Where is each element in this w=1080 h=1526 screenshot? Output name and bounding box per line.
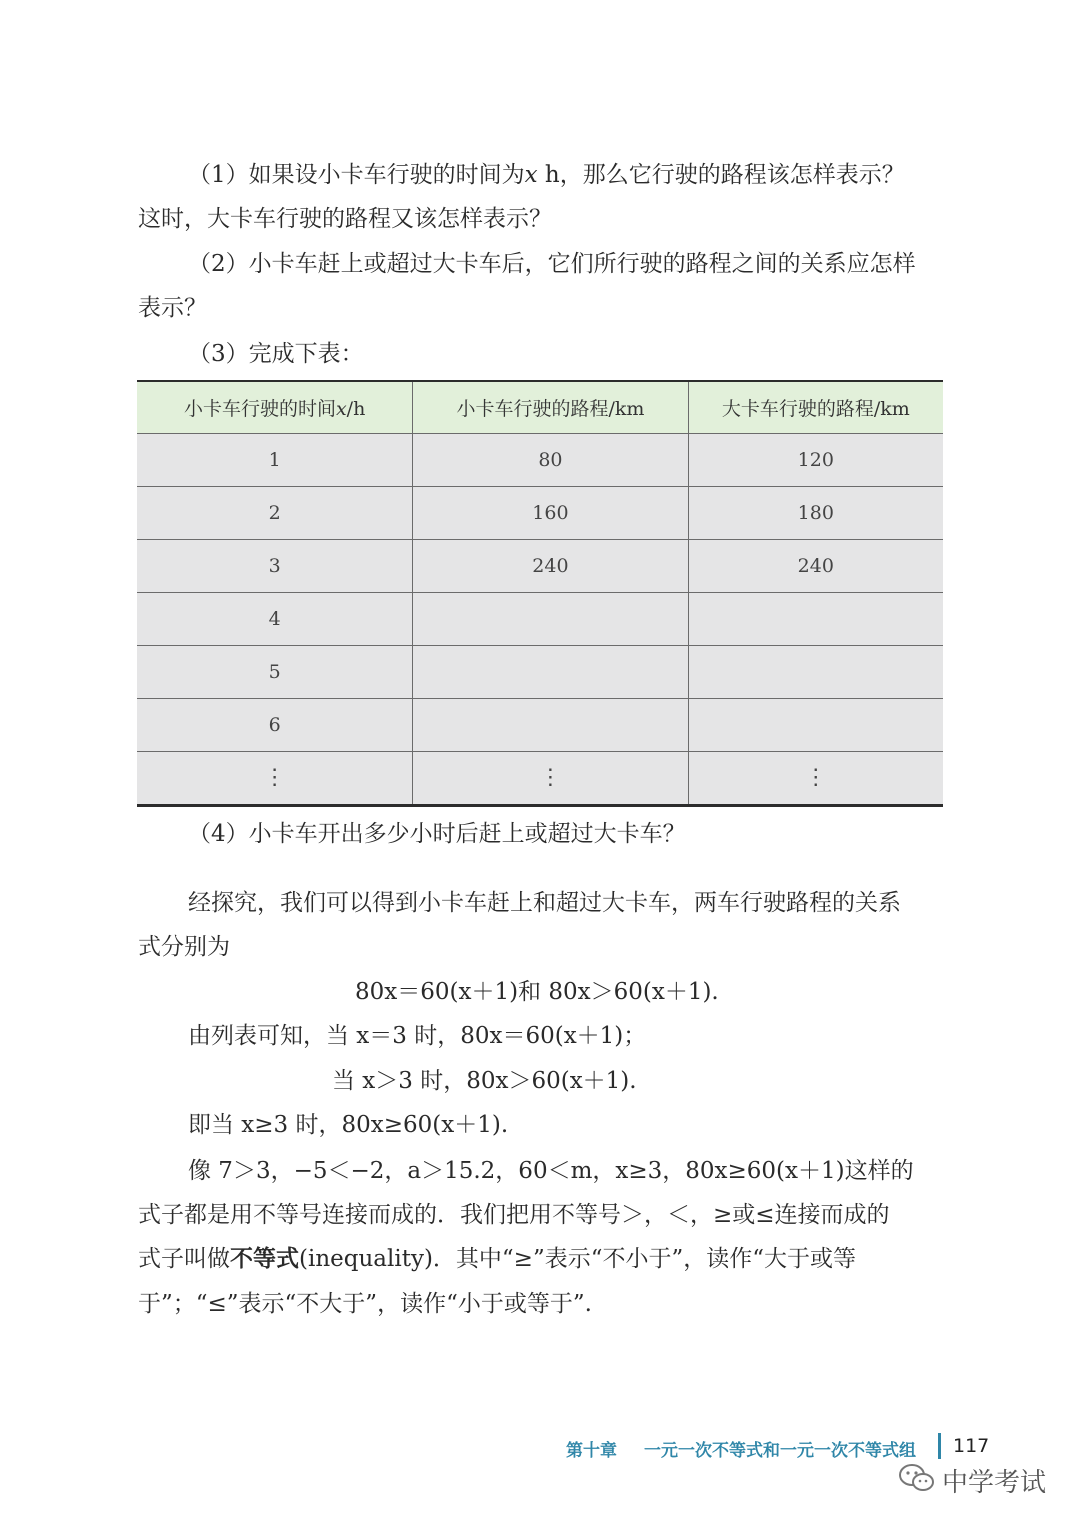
derivation-line-b: 当 x＞3 时，80x＞60(x＋1). bbox=[332, 1068, 637, 1094]
derivation-line-c: 即当 x≥3 时，80x≥60(x＋1). bbox=[188, 1112, 509, 1138]
table-cell bbox=[413, 699, 688, 752]
header-time: 小卡车行驶的时间x/h bbox=[137, 381, 413, 434]
table-cell bbox=[413, 646, 688, 699]
table-row bbox=[137, 540, 943, 593]
wechat-icon bbox=[898, 1462, 936, 1494]
question-4: （4）小卡车开出多少小时后赶上或超过大卡车？ bbox=[188, 821, 686, 847]
table-cell: 240 bbox=[688, 540, 943, 593]
paragraph-2-line-2: 式子都是用不等号连接而成的．我们把用不等号＞，＜，≥或≤连接而成的 bbox=[138, 1202, 890, 1228]
paragraph-2-line-3: 式子叫做不等式(inequality)．其中“≥”表示“不小于”，读作“大于或等 bbox=[138, 1246, 856, 1272]
page-number: 117 bbox=[953, 1435, 990, 1457]
header-large-truck-distance: 大卡车行驶的路程/km bbox=[688, 381, 943, 434]
derivation-line-a: 由列表可知，当 x＝3 时，80x＝60(x＋1)； bbox=[188, 1023, 647, 1049]
table-cell: 2 bbox=[137, 487, 413, 540]
table-cell: 4 bbox=[137, 593, 413, 646]
paragraph-1-line-2: 式分别为 bbox=[138, 934, 230, 960]
chapter-label: 第十章 bbox=[566, 1441, 617, 1461]
chapter-title: 一元一次不等式和一元一次不等式组 bbox=[644, 1441, 916, 1461]
footer-divider bbox=[938, 1433, 941, 1459]
table-cell: 180 bbox=[688, 487, 943, 540]
table-header-row bbox=[137, 381, 943, 434]
table-cell bbox=[413, 593, 688, 646]
table-cell bbox=[688, 593, 943, 646]
table-cell bbox=[688, 646, 943, 699]
table-cell: 240 bbox=[413, 540, 688, 593]
table-row bbox=[137, 699, 943, 752]
table-cell: 120 bbox=[688, 434, 943, 487]
table-row bbox=[137, 487, 943, 540]
table-row bbox=[137, 434, 943, 487]
paragraph-1-line-1: 经探究，我们可以得到小卡车赶上和超过大卡车，两车行驶路程的关系 bbox=[188, 890, 901, 916]
paragraph-2-line-1: 像 7＞3，−5＜−2，a＞15.2，60＜m，x≥3，80x≥60(x＋1)这样的 bbox=[188, 1158, 914, 1184]
question-1-line-2: 这时，大卡车行驶的路程又该怎样表示？ bbox=[138, 206, 552, 232]
table-cell: 3 bbox=[137, 540, 413, 593]
table-cell: 1 bbox=[137, 434, 413, 487]
question-1-line-1: （1）如果设小卡车行驶的时间为x h，那么它行驶的路程该怎样表示？ bbox=[188, 162, 905, 188]
paragraph-2-line-4: 于”；“≤”表示“不大于”，读作“小于或等于”. bbox=[138, 1291, 592, 1317]
table-cell: 5 bbox=[137, 646, 413, 699]
question-3: （3）完成下表： bbox=[188, 341, 364, 367]
table-cell: 160 bbox=[413, 487, 688, 540]
table-row-ellipsis bbox=[137, 752, 943, 806]
term-inequality: 不等式 bbox=[230, 1246, 299, 1272]
table-cell bbox=[688, 699, 943, 752]
header-small-truck-distance: 小卡车行驶的路程/km bbox=[413, 381, 688, 434]
question-2-line-1: （2）小卡车赶上或超过大卡车后，它们所行驶的路程之间的关系应怎样 bbox=[188, 251, 916, 277]
ellipsis-cell: ⋮ bbox=[137, 752, 413, 806]
ellipsis-cell: ⋮ bbox=[688, 752, 943, 806]
ellipsis-cell: ⋮ bbox=[413, 752, 688, 806]
table-row bbox=[137, 593, 943, 646]
question-2-line-2: 表示？ bbox=[138, 295, 207, 321]
formula-main: 80x＝60(x＋1)和 80x＞60(x＋1). bbox=[355, 979, 719, 1005]
watermark-text: 中学考试 bbox=[942, 1468, 1047, 1498]
table-cell: 6 bbox=[137, 699, 413, 752]
distance-table bbox=[137, 380, 943, 807]
table-row bbox=[137, 646, 943, 699]
table-cell: 80 bbox=[413, 434, 688, 487]
